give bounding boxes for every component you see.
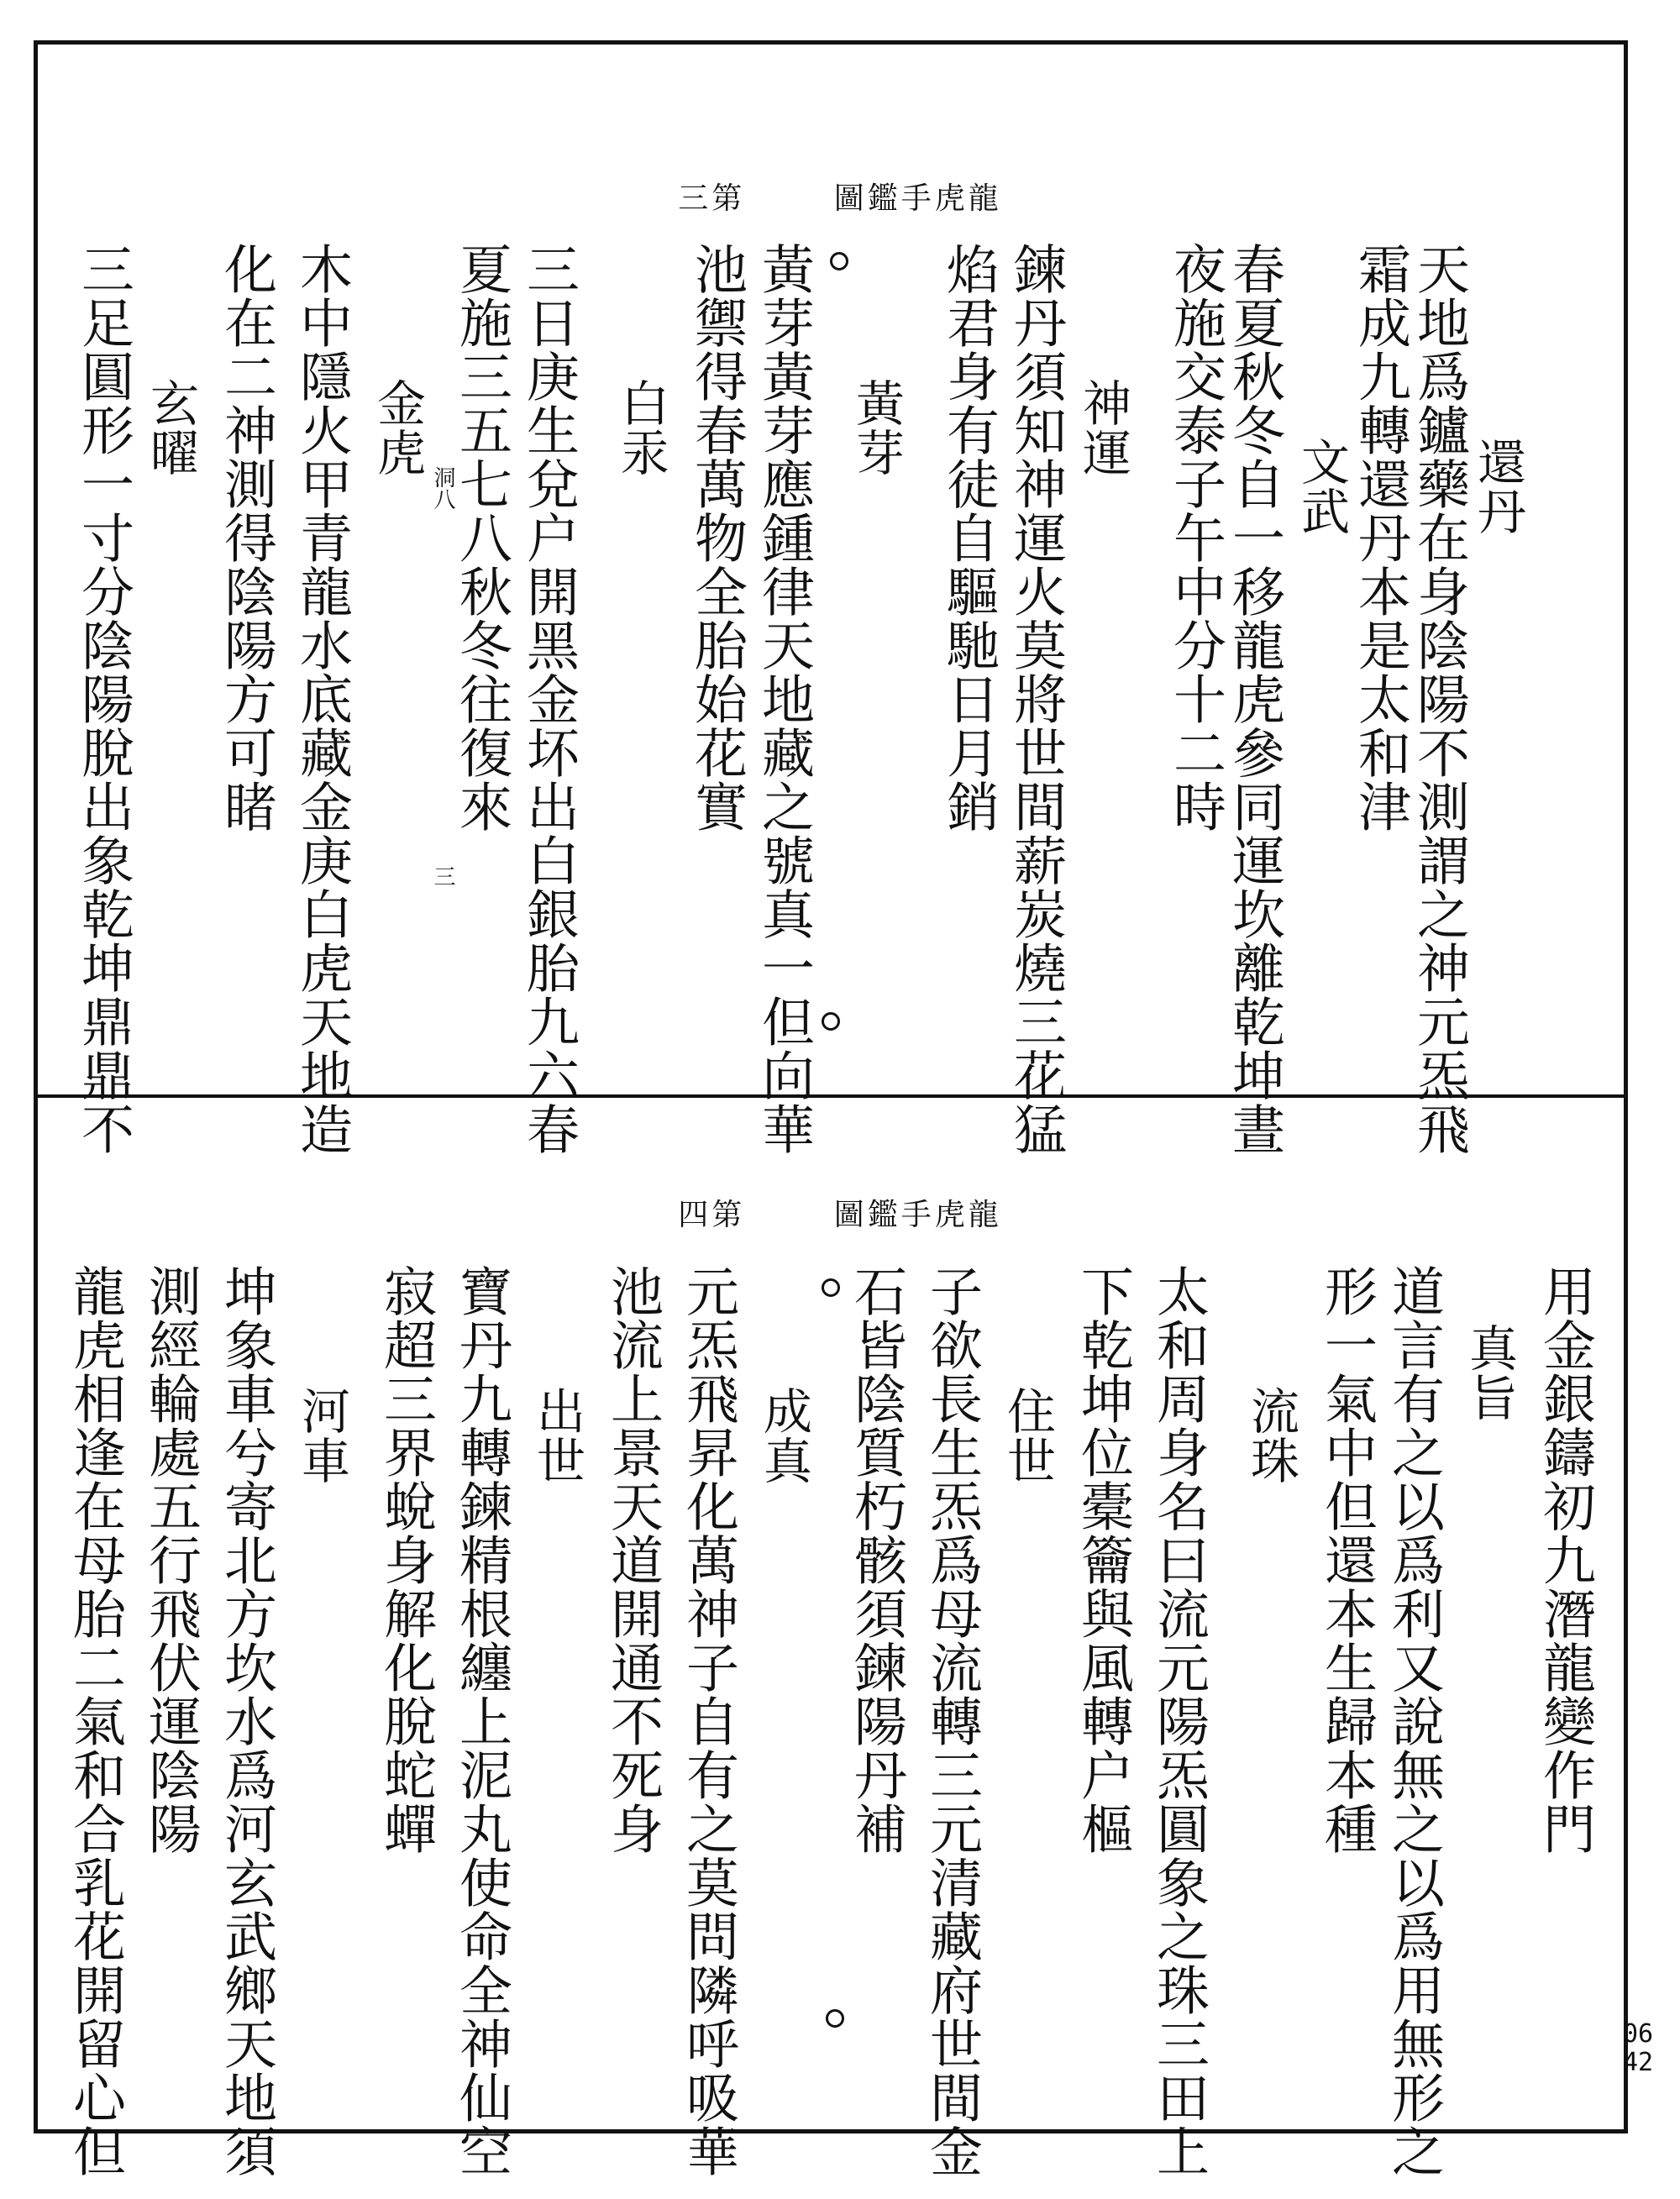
panel-series-title: 四第 bbox=[678, 1198, 746, 1232]
heading-column: 成真 bbox=[755, 1386, 812, 1485]
margin-note: 洞八 bbox=[430, 466, 455, 510]
text-column: 池禦得春萬物全胎始花實 bbox=[686, 242, 748, 833]
text-column: 天地爲鑪藥在身陰陽不測謂之神元炁飛 bbox=[1409, 242, 1470, 1156]
text-column: 太和周身名曰流元陽炁圓象之珠三田上 bbox=[1148, 1264, 1210, 2178]
circle-mark-icon bbox=[826, 2009, 844, 2028]
panel-header bbox=[0, 175, 1680, 218]
panel-divider bbox=[34, 1094, 1628, 1098]
text-column: 焰君身有徒自驅馳日月銷 bbox=[938, 242, 1000, 833]
heading-column: 真旨 bbox=[1461, 1323, 1518, 1422]
heading-column: 出世 bbox=[528, 1386, 585, 1485]
circle-mark-icon bbox=[822, 1012, 840, 1031]
heading-column: 流珠 bbox=[1242, 1386, 1299, 1485]
text-column: 道言有之以爲利又說無之以爲用無形之 bbox=[1383, 1264, 1445, 2178]
text-column: 霜成九轉還丹本是太和津 bbox=[1350, 242, 1411, 833]
text-column: 下乾坤位橐籥與風轉户樞 bbox=[1073, 1264, 1134, 1855]
text-column: 鍊丹須知神運火莫將世間薪炭燒三花猛 bbox=[1005, 242, 1067, 1156]
text-column: 寶丹九轉鍊精根纏上泥丸使命全神仙空 bbox=[451, 1264, 512, 2178]
text-column: 測經輪處五行飛伏運陰陽 bbox=[140, 1264, 202, 1855]
text-column: 元炁飛昇化萬神子自有之莫問隣呼吸華 bbox=[678, 1264, 739, 2178]
panel-title: 圖鑑手虎龍 bbox=[833, 1198, 1002, 1232]
heading-column: 還丹 bbox=[1469, 437, 1526, 536]
panel-title: 圖鑑手虎龍 bbox=[833, 181, 1002, 216]
text-column: 三足圓形一寸分陰陽脫出象乾坤鼎鼎不 bbox=[73, 242, 134, 1156]
text-column: 夏施三五七八秋冬往復來 bbox=[451, 242, 512, 833]
heading-column: 住世 bbox=[999, 1386, 1056, 1485]
heading-column: 金虎 bbox=[369, 378, 426, 477]
text-column: 夜施交泰子午中分十二時 bbox=[1165, 242, 1226, 833]
text-column: 化在二神測得陰陽方可睹 bbox=[216, 242, 277, 833]
heading-column: 黃芽 bbox=[848, 378, 905, 477]
text-column: 木中隱火甲青龍水底藏金庚白虎天地造 bbox=[291, 242, 353, 1156]
circle-mark-icon bbox=[830, 252, 848, 270]
text-column: 池流上景天道開通不死身 bbox=[602, 1264, 664, 1855]
page-number: 0642 bbox=[1622, 2019, 1654, 2077]
circle-mark-icon bbox=[822, 1278, 840, 1297]
panel-series-title: 三第 bbox=[678, 181, 746, 216]
text-column: 石皆陰質朽骸須鍊陽丹補 bbox=[846, 1264, 907, 1855]
heading-column: 河車 bbox=[293, 1386, 350, 1485]
text-column: 子欲長生炁爲母流轉三元清藏府世間金 bbox=[921, 1264, 983, 2178]
heading-column: 神運 bbox=[1074, 378, 1131, 477]
text-column: 坤象車兮寄北方坎水爲河玄武鄉天地須 bbox=[216, 1264, 277, 2178]
heading-column: 玄曜 bbox=[142, 378, 199, 477]
margin-note: 三 bbox=[430, 865, 455, 887]
text-column: 黃芽黃芽應鍾律天地藏之號真一但向華 bbox=[753, 242, 815, 1156]
text-column: 春夏秋冬自一移龍虎參同運坎離乾坤晝 bbox=[1224, 242, 1285, 1156]
heading-column: 白汞 bbox=[612, 378, 669, 477]
text-column: 寂超三界蛻身解化脫蛇蟬 bbox=[375, 1264, 437, 1855]
text-column: 用金銀鑄初九潛龍變作門 bbox=[1535, 1264, 1596, 1855]
heading-column: 文武 bbox=[1293, 437, 1350, 536]
text-column: 三日庚生兌户開黑金坏出白銀胎九六春 bbox=[518, 242, 580, 1156]
panel-header bbox=[0, 1191, 1680, 1234]
text-column: 形一氣中但還本生歸本種 bbox=[1316, 1264, 1378, 1855]
text-column: 龍虎相逢在母胎二氣和合乳花開留心但 bbox=[65, 1264, 126, 2178]
